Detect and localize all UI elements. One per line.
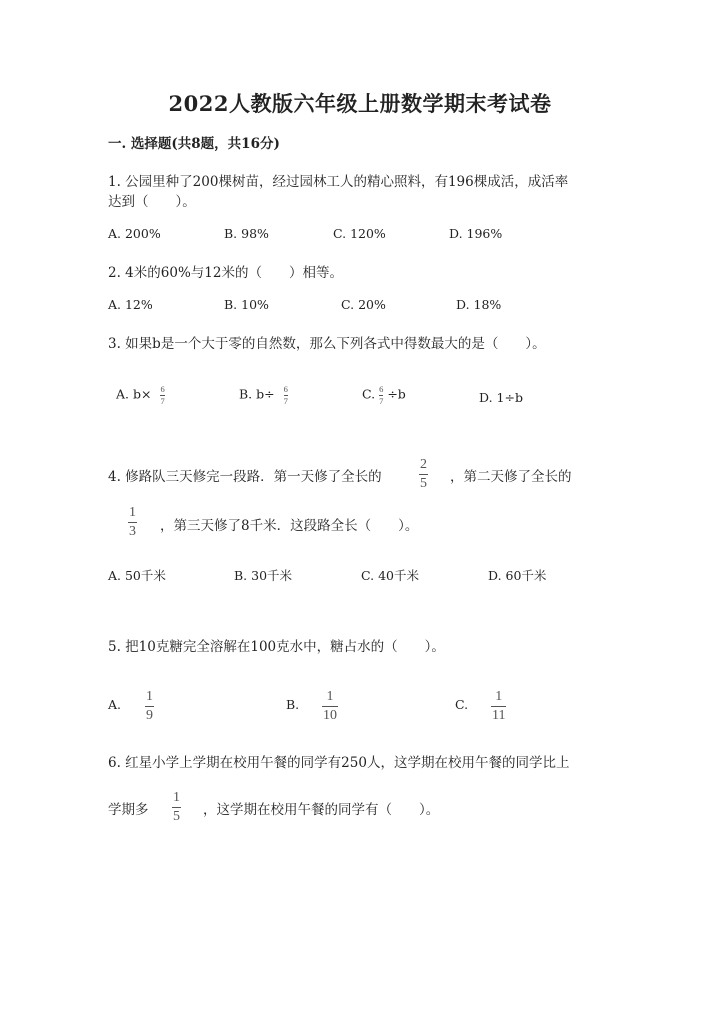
q3-option-c-fraction [379,385,383,405]
page-title: 2022人教版六年级上册数学期末考试卷 [168,91,552,116]
fraction-numerator: 1 [326,689,334,704]
fraction-denominator: 7 [160,395,165,406]
fraction-bar [128,522,137,523]
fraction-numerator: 6 [283,384,288,394]
fraction [172,791,181,824]
fraction-numerator: 6 [379,384,384,394]
fraction-denominator: 5 [420,476,427,491]
fraction-numerator: 1 [495,689,503,704]
fraction-numerator: 1 [173,790,180,805]
q4-option-b: B. 30千米 [234,568,293,583]
q2-option-a: A. 12% [108,297,153,312]
fraction-numerator: 1 [146,689,153,704]
q4-fraction-2 [128,506,137,539]
q3-option-b-prefix: B. b÷ [239,386,275,402]
question-5-text: 5. 把10克糖完全溶解在100克水中，糖占水的（ ）。 [108,639,445,655]
fraction-bar [419,474,428,475]
q5-option-a-label: A. [108,697,122,712]
fraction-denominator: 11 [492,708,506,723]
fraction-bar [145,706,154,707]
fraction-denominator: 10 [323,708,337,723]
fraction-denominator: 7 [283,395,288,406]
question-4-part-3: ，第三天修了8千米．这段路全长（ ）。 [160,518,419,534]
q3-option-a-prefix: A. b× [116,386,152,402]
q3-option-c-suffix: ÷b [387,386,406,402]
question-1-line-2: 达到（ ）。 [108,194,196,210]
q3-option-a [116,385,165,405]
q1-option-b: B. 98% [224,226,269,241]
q5-option-b-label: B. [286,697,300,712]
fraction-denominator: 9 [146,708,153,723]
fraction-denominator: 3 [129,524,136,539]
q6-fraction [172,791,181,824]
q5-option-b-fraction [322,690,338,723]
fraction-denominator: 5 [173,809,180,824]
fraction-numerator: 6 [160,384,165,394]
q3-option-b [239,385,288,405]
q3-option-a-fraction [160,385,164,405]
fraction [419,458,428,491]
q4-option-a: A. 50千米 [108,568,166,583]
q3-option-c [362,385,406,405]
q2-option-c: C. 20% [341,297,386,312]
question-3-text: 3. 如果b是一个大于零的自然数，那么下列各式中得数最大的是（ ）。 [108,336,546,352]
fraction-numerator: 2 [420,457,427,472]
q1-option-c: C. 120% [333,226,386,241]
question-2-text: 2. 4米的60%与12米的（ ）相等。 [108,265,343,281]
q3-option-c-prefix: C. [362,386,376,402]
q3-option-d: D. 1÷b [479,390,523,405]
q2-option-b: B. 10% [224,297,269,312]
fraction-denominator: 7 [379,395,384,406]
fraction [322,690,338,723]
fraction [145,690,154,723]
fraction-bar [172,807,181,808]
q1-option-a: A. 200% [108,226,161,241]
fraction-bar [322,706,338,707]
fraction [128,506,137,539]
q1-option-d: D. 196% [449,226,503,241]
q4-fraction-1 [419,458,428,491]
q5-option-c-fraction [491,690,506,723]
q2-option-d: D. 18% [456,297,502,312]
question-1-line-1: 1. 公园里种了200棵树苗，经过园林工人的精心照料，有196棵成活，成活率 [108,174,569,190]
question-4-part-2: ，第二天修了全长的 [450,469,572,485]
q4-option-d: D. 60千米 [488,568,547,583]
fraction-bar [491,706,506,707]
fraction [491,690,506,723]
section-heading: 一. 选择题(共8题，共16分) [108,136,280,152]
q3-option-b-fraction [284,385,288,405]
q4-option-c: C. 40千米 [361,568,419,583]
question-6-line-1: 6. 红星小学上学期在校用午餐的同学有250人，这学期在校用午餐的同学比上 [108,755,570,771]
fraction-numerator: 1 [129,505,136,520]
q5-option-a-fraction [145,690,154,723]
q5-option-c-label: C. [455,697,469,712]
question-6-part-2: ，这学期在校用午餐的同学有（ ）。 [203,802,440,818]
question-4-part-1: 4. 修路队三天修完一段路．第一天修了全长的 [108,469,382,485]
question-6-part-1: 学期多 [108,802,149,818]
